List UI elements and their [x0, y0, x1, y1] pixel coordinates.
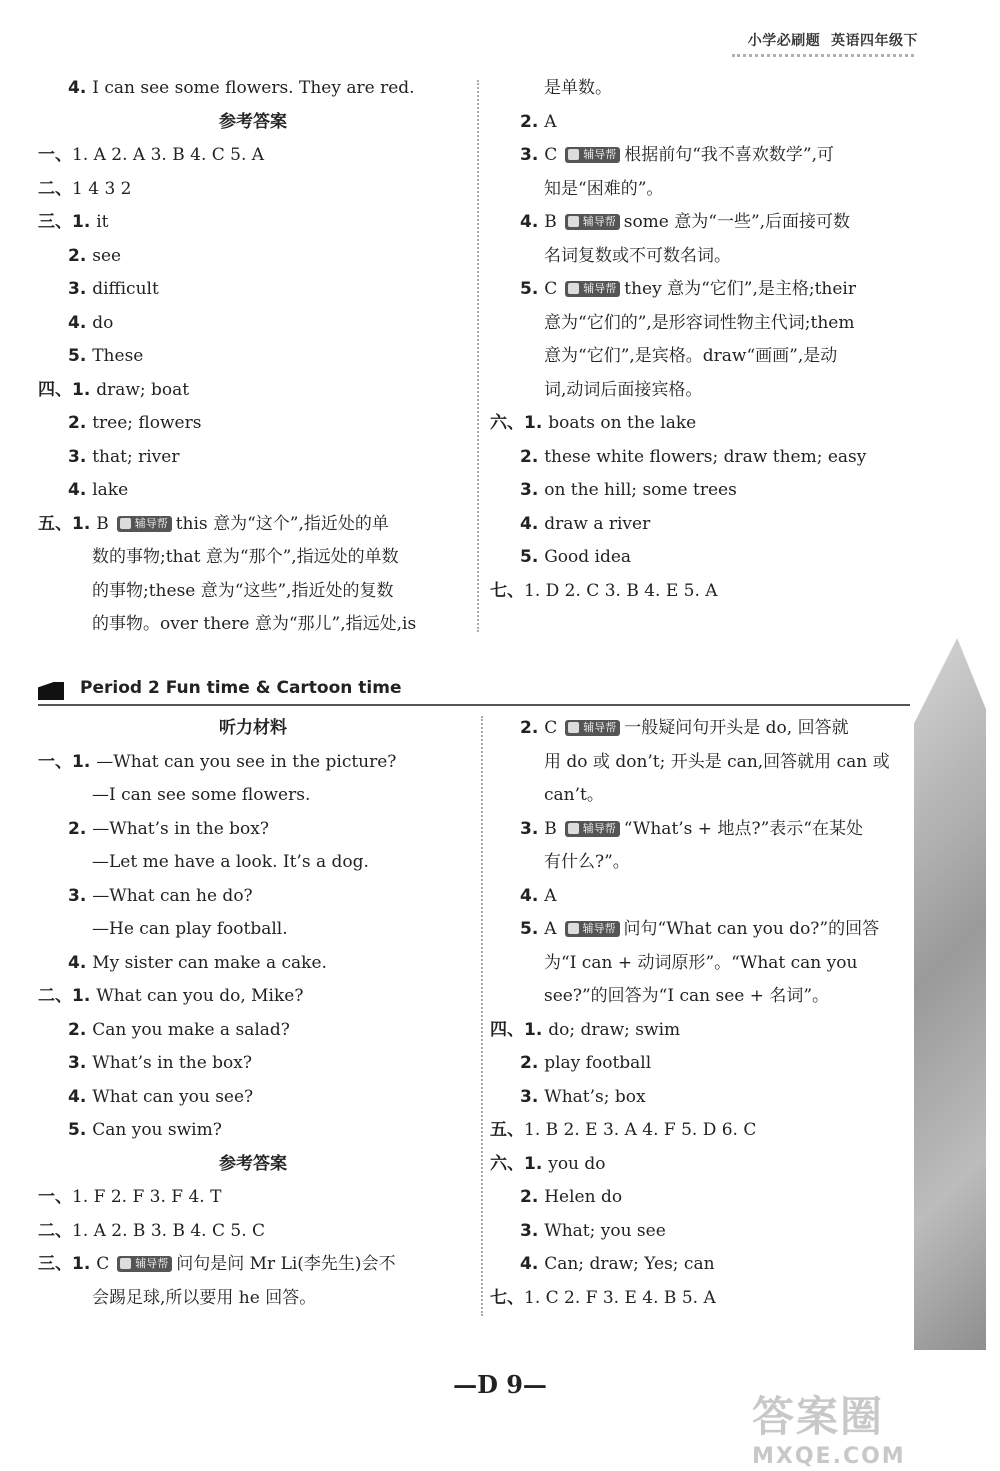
- text-line: [38, 244, 498, 268]
- item-text: Can you make a salad?: [92, 1019, 290, 1040]
- text-line: [490, 445, 945, 469]
- text-line: [38, 478, 498, 502]
- header-book: 小学必刷题: [747, 33, 821, 49]
- section-number: 四、: [490, 1019, 524, 1040]
- text-line: [490, 110, 945, 134]
- hint-badge: 辅导帮: [117, 516, 172, 532]
- item-text: I can see some flowers. They are red.: [92, 78, 415, 98]
- section-number: 一、: [38, 145, 72, 165]
- item-number: 1.: [72, 513, 97, 534]
- continuation-line: [490, 76, 969, 100]
- hint-text: “What’s + 地点?”表示“在某处: [623, 818, 863, 839]
- item-text: A: [544, 111, 557, 132]
- item-text: 1 4 3 2: [72, 178, 132, 199]
- item-number: 2.: [520, 1187, 545, 1207]
- watermark-bottom: MXQE.COM: [752, 1444, 906, 1469]
- hint-text: some 意为“一些”,后面接可数: [623, 212, 851, 232]
- hint-text: this 意为“这个”,指近处的单: [175, 513, 389, 534]
- item-text: —He can play football.: [92, 919, 288, 939]
- item-text: 1. C 2. F 3. E 4. B 5. A: [524, 1287, 716, 1308]
- continuation-line: [38, 579, 522, 603]
- item-text: draw a river: [544, 513, 651, 534]
- text-line: [490, 478, 945, 502]
- section-marker-icon: [38, 682, 64, 700]
- hint-text: they 意为“它们”,是主格;their: [624, 279, 857, 299]
- item-text: can’t。: [544, 785, 604, 805]
- item-number: 5.: [520, 919, 545, 939]
- text-line: [38, 210, 468, 234]
- item-text: see?”的回答为“I can see + 名词”。: [544, 986, 830, 1006]
- page-number: —D 9—: [453, 1370, 547, 1399]
- text-line: [38, 177, 468, 201]
- text-line: [490, 512, 945, 536]
- item-number: 5.: [68, 346, 93, 366]
- hint-badge: 辅导帮: [565, 720, 620, 736]
- item-number: 2.: [68, 245, 93, 266]
- text-line: [490, 1185, 945, 1209]
- continuation-line: [38, 612, 522, 636]
- section-number: 五、: [490, 1120, 524, 1140]
- item-text: 为“I can + 动词原形”。“What can you: [544, 952, 858, 973]
- section-title: Period 2 Fun time & Cartoon time: [80, 678, 402, 698]
- item-text: 名词复数或不可数名词。: [544, 245, 731, 266]
- item-text: 1. B 2. E 3. A 4. F 5. D 6. C: [524, 1120, 757, 1140]
- side-decoration-tab: [914, 638, 986, 1350]
- item-text: These: [92, 346, 144, 366]
- text-line: [490, 277, 945, 301]
- item-number: 1.: [72, 986, 97, 1006]
- text-line: [490, 1085, 945, 1109]
- text-line: [38, 1118, 498, 1142]
- text-line: [38, 76, 498, 100]
- item-number: 3.: [520, 1086, 545, 1107]
- continuation-line: [490, 311, 969, 335]
- continuation-line: [490, 378, 969, 402]
- item-number: 5.: [520, 547, 545, 567]
- item-text: —Let me have a look. It’s a dog.: [92, 852, 369, 872]
- section-number: 七、: [490, 1287, 524, 1308]
- item-number: 2.: [68, 1019, 93, 1040]
- item-text: My sister can make a cake.: [92, 952, 327, 973]
- text-line: [490, 917, 945, 941]
- header-dotted-rule: [732, 54, 914, 57]
- item-text: 知是“困难的”。: [544, 178, 664, 199]
- header-subject: 英语四年级下: [831, 33, 918, 49]
- item-text: What’s; box: [544, 1086, 646, 1107]
- text-line: [38, 512, 468, 536]
- text-line: [490, 1152, 915, 1176]
- hint-badge: 辅导帮: [117, 1256, 172, 1272]
- continuation-line: [490, 951, 969, 975]
- item-text: 意为“它们”,是宾格。draw“画画”,是动: [544, 346, 838, 366]
- text-line: [38, 1085, 498, 1109]
- item-number: 2.: [520, 1053, 545, 1073]
- item-text: 1. D 2. C 3. B 4. E 5. A: [524, 580, 718, 601]
- item-number: 4.: [520, 212, 545, 232]
- section-number: 二、: [38, 1220, 72, 1241]
- text-line: [490, 210, 945, 234]
- item-text: 1. A 2. B 3. B 4. C 5. C: [72, 1220, 266, 1241]
- item-text: 的事物。over there 意为“那儿”,指远处,is: [92, 614, 417, 634]
- continuation-line: [38, 783, 522, 807]
- item-text: C: [544, 145, 558, 165]
- hint-badge: 辅导帮: [565, 921, 620, 937]
- section-number: 六、: [490, 1153, 524, 1174]
- section-number: 六、: [490, 413, 524, 433]
- text-line: [490, 1118, 915, 1142]
- hint-text: 问句“What can you do?”的回答: [623, 919, 880, 939]
- item-number: 1.: [72, 751, 97, 772]
- item-text: Helen do: [544, 1187, 623, 1207]
- text-line: [38, 1185, 468, 1209]
- item-text: 数的事物;that 意为“那个”,指远处的单数: [92, 547, 399, 567]
- item-text: What can you see?: [92, 1086, 254, 1107]
- continuation-line: [490, 344, 969, 368]
- item-text: A: [544, 919, 557, 939]
- text-line: [490, 411, 915, 435]
- text-line: [38, 378, 468, 402]
- continuation-line: [490, 850, 969, 874]
- item-number: 4.: [520, 885, 545, 906]
- continuation-line: [38, 917, 522, 941]
- item-text: C: [96, 1254, 110, 1274]
- text-line: [38, 344, 498, 368]
- item-number: 2.: [520, 111, 545, 132]
- text-line: [38, 1018, 498, 1042]
- hint-badge: 辅导帮: [565, 281, 620, 297]
- hint-text: 一般疑问句开头是 do, 回答就: [624, 718, 849, 738]
- text-line: [38, 817, 498, 841]
- text-line: [490, 1219, 945, 1243]
- subheading: 参考答案: [219, 1153, 287, 1174]
- item-text: —I can see some flowers.: [92, 785, 311, 805]
- running-header: [748, 30, 918, 50]
- hint-text: 根据前句“我不喜欢数学”,可: [624, 145, 835, 165]
- item-text: 词,动词后面接宾格。: [544, 379, 703, 400]
- text-line: [38, 884, 498, 908]
- item-text: these white flowers; draw them; easy: [544, 446, 867, 467]
- item-text: 会踢足球,所以要用 he 回答。: [92, 1287, 317, 1308]
- item-number: 3.: [520, 818, 545, 839]
- text-line: [490, 545, 945, 569]
- item-number: 2.: [68, 413, 93, 433]
- text-line: [38, 411, 498, 435]
- item-number: 3.: [520, 1220, 545, 1241]
- item-text: play football: [544, 1053, 652, 1073]
- item-number: 4.: [68, 78, 93, 98]
- text-line: [38, 1051, 498, 1075]
- item-text: —What can he do?: [92, 885, 253, 906]
- item-number: 5.: [520, 279, 545, 299]
- subheading: 参考答案: [219, 111, 287, 132]
- text-line: [490, 1018, 915, 1042]
- section-number: 三、: [38, 212, 72, 232]
- section-header: [38, 678, 910, 706]
- text-line: [38, 1219, 468, 1243]
- item-number: 3.: [68, 885, 93, 906]
- item-number: 2.: [68, 818, 93, 839]
- item-text: 1. A 2. A 3. B 4. C 5. A: [72, 145, 265, 165]
- item-number: 3.: [68, 1053, 93, 1073]
- text-line: [490, 817, 945, 841]
- item-text: 的事物;these 意为“这些”,指近处的复数: [92, 580, 394, 601]
- item-text: 用 do 或 don’t; 开头是 can,回答就用 can 或: [544, 751, 890, 772]
- text-line: [38, 143, 468, 167]
- item-text: see: [92, 245, 122, 266]
- item-number: 1.: [72, 1254, 97, 1274]
- item-text: C: [544, 279, 558, 299]
- text-line: [490, 716, 945, 740]
- text-line: [38, 750, 468, 774]
- item-text: What can you do, Mike?: [96, 986, 304, 1006]
- item-text: Can; draw; Yes; can: [544, 1254, 715, 1274]
- watermark-logo: [752, 1384, 992, 1469]
- item-number: 2.: [520, 718, 545, 738]
- section-number: 一、: [38, 751, 72, 772]
- section-number: 四、: [38, 379, 72, 400]
- item-text: A: [544, 885, 557, 906]
- item-number: 1.: [524, 413, 549, 433]
- text-line: [38, 277, 498, 301]
- hint-badge: 辅导帮: [565, 821, 620, 837]
- item-number: 3.: [520, 480, 545, 500]
- item-number: 1.: [72, 379, 97, 400]
- continuation-line: [38, 545, 522, 569]
- continuation-line: [490, 177, 969, 201]
- item-text: 1. F 2. F 3. F 4. T: [72, 1187, 222, 1207]
- section-number: 一、: [38, 1187, 72, 1207]
- item-text: Good idea: [544, 547, 632, 567]
- subheading: 听力材料: [219, 718, 287, 738]
- continuation-line: [38, 850, 522, 874]
- item-number: 3.: [520, 145, 545, 165]
- text-line: [38, 1252, 468, 1276]
- item-text: B: [96, 513, 109, 534]
- item-text: B: [544, 212, 557, 232]
- section-number: 五、: [38, 513, 72, 534]
- item-text: —What can you see in the picture?: [96, 751, 397, 772]
- item-text: draw; boat: [96, 379, 190, 400]
- text-line: [490, 1286, 915, 1310]
- item-text: difficult: [92, 279, 159, 299]
- item-number: 5.: [68, 1120, 93, 1140]
- continuation-line: [490, 750, 969, 774]
- section-number: 三、: [38, 1254, 72, 1274]
- section-number: 二、: [38, 178, 72, 199]
- item-number: 1.: [524, 1019, 549, 1040]
- item-text: on the hill; some trees: [544, 480, 737, 500]
- item-number: 4.: [68, 312, 93, 333]
- item-text: 意为“它们的”,是形容词性物主代词;them: [544, 312, 855, 333]
- text-line: [38, 951, 498, 975]
- continuation-line: [490, 984, 969, 1008]
- watermark-top: 答案圈: [752, 1392, 885, 1441]
- continuation-line: [490, 783, 969, 807]
- item-text: that; river: [92, 446, 180, 467]
- text-line: [38, 984, 468, 1008]
- text-line: [490, 884, 945, 908]
- section-number: 二、: [38, 986, 72, 1006]
- continuation-line: [490, 244, 969, 268]
- item-text: tree; flowers: [92, 413, 202, 433]
- item-text: What; you see: [544, 1220, 666, 1241]
- text-line: [38, 445, 498, 469]
- item-text: you do: [548, 1153, 606, 1174]
- item-text: 有什么?”。: [544, 852, 630, 872]
- hint-badge: 辅导帮: [565, 147, 620, 163]
- item-text: Can you swim?: [92, 1120, 222, 1140]
- item-text: C: [544, 718, 558, 738]
- item-number: 1.: [72, 212, 97, 232]
- item-text: What’s in the box?: [92, 1053, 252, 1073]
- item-number: 2.: [520, 446, 545, 467]
- item-text: it: [96, 212, 109, 232]
- item-number: 4.: [68, 952, 93, 973]
- item-number: 4.: [68, 1086, 93, 1107]
- item-text: lake: [92, 480, 129, 500]
- item-number: 3.: [68, 446, 93, 467]
- text-line: [490, 1252, 945, 1276]
- item-text: do; draw; swim: [548, 1019, 681, 1040]
- text-line: [38, 311, 498, 335]
- text-line: [490, 579, 915, 603]
- text-line: [490, 143, 945, 167]
- continuation-line: [38, 1286, 522, 1310]
- hint-text: 问句是问 Mr Li(李先生)会不: [176, 1254, 396, 1274]
- item-text: 是单数。: [544, 78, 612, 98]
- item-number: 3.: [68, 279, 93, 299]
- item-number: 4.: [520, 1254, 545, 1274]
- item-number: 1.: [524, 1153, 549, 1174]
- text-line: [490, 1051, 945, 1075]
- item-text: B: [544, 818, 557, 839]
- item-text: boats on the lake: [548, 413, 697, 433]
- item-number: 4.: [520, 513, 545, 534]
- item-text: —What’s in the box?: [92, 818, 269, 839]
- hint-badge: 辅导帮: [565, 214, 620, 230]
- section-number: 七、: [490, 580, 524, 601]
- item-number: 4.: [68, 480, 93, 500]
- item-text: do: [92, 312, 114, 333]
